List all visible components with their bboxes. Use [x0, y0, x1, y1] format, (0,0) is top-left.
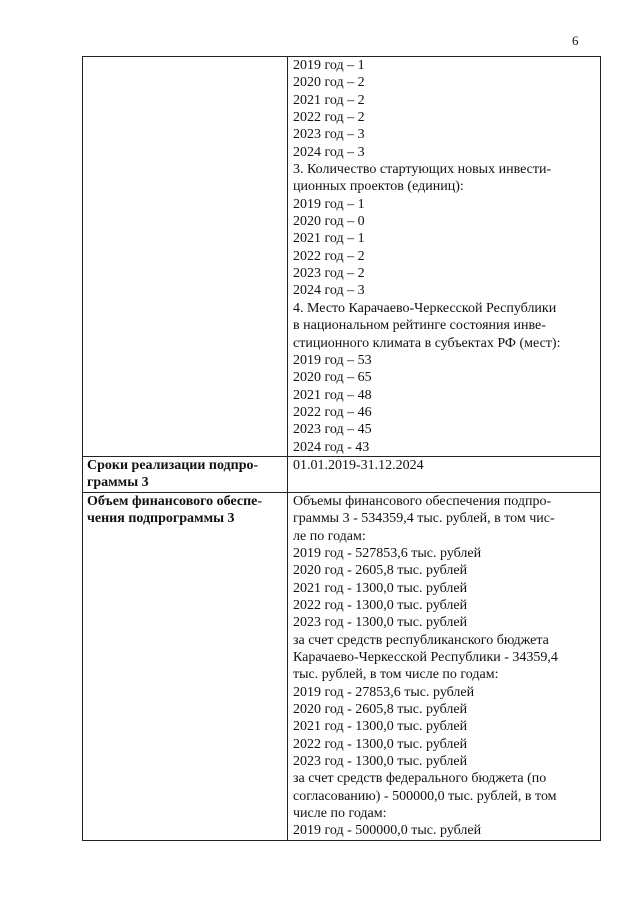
- row-label-cell: [83, 57, 288, 457]
- cell-text-line: 01.01.2019-31.12.2024: [293, 457, 424, 473]
- cell-text-line: 2022 год - 1300,0 тыс. рублей: [293, 736, 468, 752]
- cell-text-line: 2022 год - 1300,0 тыс. рублей: [293, 597, 468, 613]
- table-row-timeline: [83, 456, 601, 492]
- cell-text-line: 2019 год – 1: [293, 58, 365, 73]
- cell-text-line: 2023 год – 2: [293, 266, 365, 282]
- cell-text-line: 2019 год – 53: [293, 352, 372, 368]
- row-label: Сроки реализации подпро-: [87, 457, 259, 473]
- cell-text-line: ле по годам:: [293, 528, 366, 544]
- cell-text-line: 2020 год – 2: [293, 75, 365, 91]
- cell-text-line: 2024 год – 3: [293, 283, 365, 299]
- cell-text-line: за счет средств федерального бюджета (по: [293, 771, 547, 787]
- table-row-indicators: [83, 57, 601, 457]
- cell-text-line: числе по годам:: [293, 806, 387, 822]
- cell-text-line: 2023 год – 3: [293, 127, 365, 143]
- cell-text-line: 2024 год – 3: [293, 144, 365, 160]
- cell-text-line: 2019 год – 1: [293, 196, 365, 212]
- cell-text-line: 2022 год – 46: [293, 404, 372, 420]
- row-label: Объем финансового обеспе-: [87, 493, 263, 509]
- cell-text-line: Карачаево-Черкесской Республики - 34359,4: [293, 650, 558, 665]
- cell-text-line: 2019 год - 527853,6 тыс. рублей: [293, 545, 482, 561]
- row-label-cell: [83, 492, 288, 840]
- row-label-cell: [83, 456, 288, 492]
- row-value-cell: [288, 456, 601, 492]
- cell-text-line: 4. Место Карачаево-Черкесской Республики: [293, 300, 557, 316]
- cell-text-line: граммы 3 - 534359,4 тыс. рублей, в том чис-: [293, 511, 555, 527]
- cell-text-line: 2020 год – 65: [293, 370, 372, 386]
- cell-text-line: 2021 год - 1300,0 тыс. рублей: [293, 719, 468, 735]
- cell-text-line: 2022 год – 2: [293, 110, 365, 126]
- cell-text-line: 2021 год – 2: [293, 92, 365, 108]
- cell-text-line: за счет средств республиканского бюджета: [293, 632, 549, 648]
- row-label: чения подпрограммы 3: [87, 511, 235, 527]
- cell-text-line: 2021 год – 1: [293, 231, 365, 247]
- cell-text-line: 2021 год – 48: [293, 387, 372, 403]
- cell-text-line: 2019 год - 27853,6 тыс. рублей: [293, 684, 475, 700]
- cell-text-line: ционных проектов (единиц):: [293, 179, 464, 195]
- cell-text-line: 2024 год - 43: [293, 439, 370, 455]
- cell-text-line: 2019 год - 500000,0 тыс. рублей: [293, 823, 482, 839]
- cell-text-line: 2023 год – 45: [293, 422, 372, 438]
- passport-table: [82, 56, 601, 841]
- cell-text-line: 2020 год - 2605,8 тыс. рублей: [293, 702, 468, 718]
- cell-text-line: согласованию) - 500000,0 тыс. рублей, в том: [293, 788, 557, 804]
- row-value-cell: [288, 492, 601, 840]
- cell-text-line: 2021 год - 1300,0 тыс. рублей: [293, 580, 468, 596]
- row-label: граммы 3: [87, 475, 149, 491]
- cell-text-line: 2023 год - 1300,0 тыс. рублей: [293, 754, 468, 770]
- row-value-cell: [288, 57, 601, 457]
- cell-text-line: стиционного климата в субъектах РФ (мест):: [293, 335, 561, 351]
- cell-text-line: 2020 год – 0: [293, 214, 365, 230]
- page-number: 6: [572, 33, 579, 48]
- cell-text-line: в национальном рейтинге состояния инве-: [293, 318, 546, 334]
- table-row-funding: [83, 492, 601, 840]
- cell-text-line: 2022 год – 2: [293, 248, 365, 264]
- cell-text-line: тыс. рублей, в том числе по годам:: [293, 667, 499, 683]
- cell-text-line: Объемы финансового обеспечения подпро-: [293, 493, 552, 509]
- cell-text-line: 3. Количество стартующих новых инвести-: [293, 162, 552, 178]
- cell-text-line: 2020 год - 2605,8 тыс. рублей: [293, 563, 468, 579]
- cell-text-line: 2023 год - 1300,0 тыс. рублей: [293, 615, 468, 631]
